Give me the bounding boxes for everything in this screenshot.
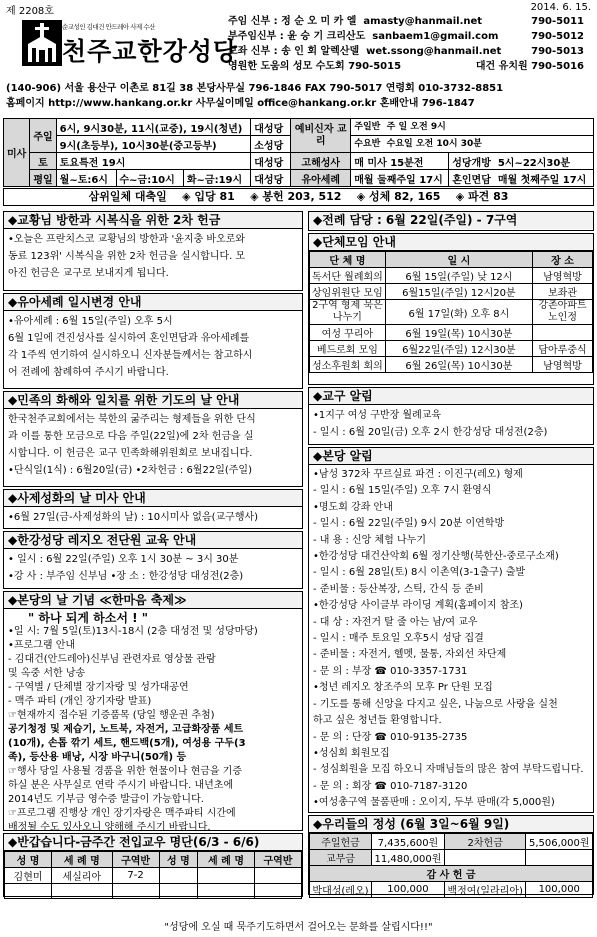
infant-baptism-time: 매월 둘째주일 17시 [351, 170, 449, 187]
table-cell: 성소후원회 회의 [310, 357, 386, 373]
notice-line: - 대 상 : 자전거 탈 줄 아는 남/여 교우 [313, 616, 478, 628]
notice-line: •유아세례 : 6월 15일(주일) 오후 5시 [8, 316, 173, 327]
notice-title: ◆우리들의 정성 (6월 3일~6월 9일) [309, 816, 593, 833]
left-column [3, 211, 303, 897]
table-cell: 박대성(레오) [310, 882, 372, 898]
notice-title: ◆반갑습니다-금주간 전입교우 명단(6/3 - 6/6) [4, 834, 302, 851]
notice-priest-day [3, 489, 303, 529]
sisters-row [228, 59, 590, 74]
table-cell: 6월 26일(목) 10시30분 [385, 357, 532, 373]
notice-line: - 일시 : 6월 20일(금) 오후 2시 한강성당 대성전(2층) [313, 427, 548, 438]
table-cell: 강촌아파트 노인정 [533, 300, 593, 325]
table-cell: 김현미 [5, 868, 52, 884]
notice-body [4, 229, 302, 284]
mass-row-label: 토 [30, 153, 56, 170]
issue-number: 제 2208호 [6, 6, 54, 17]
notice-title: ◆교구 알림 [309, 388, 593, 405]
table-cell: 독서단 월례회의 [310, 268, 386, 284]
staff-phone: 790-5013 [531, 46, 584, 57]
notice-line: - 문 의 : 회장 ☎ 010-7187-3120 [313, 780, 468, 792]
notice-reconciliation [3, 391, 303, 487]
catechumen-class [351, 136, 594, 153]
notice-body [309, 465, 593, 814]
staff-email: amasty@hanmail.net [363, 16, 483, 27]
issue-date: 2014. 6. 15. [530, 2, 591, 13]
notice-line: •오늘은 프란치스코 교황님의 방한과 '윤지충 바오로와 [8, 234, 246, 245]
mass-place: 소성당 [251, 136, 291, 153]
mass-side-label: 미사 [4, 119, 30, 187]
notice-title: ◆유아세례 일시변경 안내 [4, 294, 302, 311]
table-header: 단 체 명 [310, 252, 386, 268]
address-block [6, 81, 592, 111]
notice-title: ◆전례 담당 : 6월 22일(주일) - 7구역 [309, 212, 593, 229]
notice-body [4, 549, 302, 587]
table-cell [198, 868, 255, 884]
staff-row [228, 29, 590, 44]
marriage-time: 매월 첫째주일 17시 [497, 174, 587, 186]
notice-line: 6월 1일에 견진성사를 실시하여 혼인면담과 유아세례를 [8, 333, 250, 344]
table-cell: 주일헌금 [310, 834, 372, 850]
table-header: 구역반 [112, 852, 159, 868]
table-row [310, 341, 593, 357]
kindergarten-info: 대건 유치원 790-5016 [475, 61, 584, 72]
parish-notice [308, 447, 594, 813]
table-cell: 6월22일(주일) 12시30분 [385, 341, 532, 357]
table-row [310, 268, 593, 284]
church-logo-icon [22, 18, 62, 68]
feast-name: 삼위일체 대축일 [88, 190, 167, 203]
table-cell [526, 850, 593, 866]
notice-line: 과 이를 통한 모금으로 다음 주일(22일)에 2차 헌금을 실 [8, 431, 254, 442]
notice-line: - 성심회원을 모집 하오니 자매님들의 많은 참여 부탁드립니다. [313, 764, 584, 776]
notice-line: 배정될 수도 있사오니 양해해 주시기 바랍니다. [8, 822, 211, 833]
notice-title: ◆단체모임 안내 [309, 234, 593, 251]
table-cell: 7-2 [112, 868, 159, 884]
table-row [310, 284, 593, 300]
footer-slogan: "성당에 오실 때 묵주기도하면서 걸어오는 문화를 살립시다!!" [164, 922, 433, 933]
staff-email: wet.ssong@hanmail.net [366, 46, 502, 57]
stat-item: ◈ 성체 82, 165 [356, 190, 441, 203]
notice-line: •여성총구역 물품판매 : 오이지, 두부 판매(각 5,000원) [313, 797, 555, 809]
table-row [5, 868, 302, 884]
notice-line: ☞행사 당일 사용될 경품을 위한 현물이나 현금을 기증 [8, 766, 243, 777]
address-line: (140-906) 서울 용산구 이촌로 81길 38 본당사무실 796-1846 FAX 790-5017 연령회 010-3732-8851 [6, 83, 504, 94]
notice-line: - 맥주 파티 (개인 장기자랑 발표) [8, 696, 152, 707]
table-cell: 백정여(일라리아) [444, 882, 526, 898]
staff-row [228, 44, 590, 59]
notice-body [309, 405, 593, 443]
notice-line: - 문 의 : 부장 ☎ 010-3357-1731 [313, 665, 468, 677]
notice-line: - 준비물 : 자전거, 헬멧, 물통, 자외선 차단제 [313, 649, 507, 661]
notice-line: 각 1주씩 연기하여 실시하오니 신자분들께서는 참고하시 [8, 350, 253, 361]
table-cell: 보좌관 [533, 284, 593, 300]
table-cell: 여성 꾸리아 [310, 325, 386, 341]
table-cell: 6월15일(주일) 12시20분 [385, 284, 532, 300]
table-cell: 11,480,000원 [371, 850, 444, 866]
notice-line: •강 사 : 부주임 신부님 •장 소 : 한강성당 대성전(2층) [8, 571, 244, 582]
table-cell [533, 325, 593, 341]
staff-phone: 790-5012 [531, 31, 584, 42]
table-cell: 2구역 형제 묵은나누기 [310, 300, 386, 325]
church-open-label: 성당개방 [452, 157, 491, 169]
group-meetings-box [308, 233, 594, 385]
table-header: 세 례 명 [198, 852, 255, 868]
table-cell: 7,435,600원 [371, 834, 444, 850]
notice-parish-festival [3, 591, 303, 831]
marriage-interview [449, 170, 594, 187]
notice-line: 동료 123위' 시복식을 위한 2차 헌금을 실시합니다. 모 [8, 251, 246, 262]
notice-title: ◆민족의 화해와 일치를 위한 기도의 날 안내 [4, 392, 302, 409]
table-header: 성 명 [159, 852, 198, 868]
notice-line: 2014년도 기부금 영수증 발급이 가능합니다. [8, 794, 204, 805]
notice-title: ◆교황님 방한과 시복식을 위한 2차 헌금 [4, 212, 302, 229]
confession-label: 고해성사 [291, 153, 351, 170]
table-row [310, 850, 593, 866]
notice-line: •1지구 여성 구반장 월례교육 [313, 410, 442, 421]
table-header: 장 소 [533, 252, 593, 268]
notice-line: •한강성당 사이클부 라이딩 계획(홈페이지 참조) [313, 600, 523, 612]
notice-body [4, 507, 302, 528]
diocese-notice [308, 387, 594, 445]
newcomers-box [3, 833, 303, 897]
table-cell: 세실리아 [52, 868, 112, 884]
class-day: 수요반 [354, 138, 381, 149]
class-day: 주일반 [354, 121, 381, 132]
notice-body [4, 311, 302, 383]
catechumen-class [351, 119, 594, 136]
notice-line: 하고 싶은 청년들 환영합니다. [313, 715, 442, 727]
table-header: 세 례 명 [52, 852, 112, 868]
liturgy-duty [308, 211, 594, 231]
stat-item: ◈ 봉헌 203, 512 [250, 190, 342, 203]
class-time: 수요일 오전 10시 30분 [386, 138, 482, 149]
table-row [310, 834, 593, 850]
notice-papal-visit [3, 211, 303, 291]
newcomers-table [4, 851, 302, 899]
offering-table [309, 833, 593, 898]
marriage-label: 혼인면담 [452, 174, 491, 186]
table-header: 일 시 [385, 252, 532, 268]
confession-time [351, 153, 449, 170]
table-cell: 담아루중식 [533, 341, 593, 357]
table-cell: 남영혁방 [533, 268, 593, 284]
notice-line: - 기도를 통해 신앙을 다지고 싶은, 나눔으로 사랑을 실천 [313, 698, 558, 710]
notice-line: •한강성당 대건산악회 6월 정기산행(북한산-중로구소재) [313, 551, 559, 563]
notice-title: ◆한강성당 레지오 전단원 교육 안내 [4, 532, 302, 549]
notice-line: •청년 레지오 창조주의 모후 Pr 단원 모집 [313, 682, 493, 694]
weekday-mass: 월~토:6시 [56, 170, 116, 187]
table-header: 성 명 [5, 852, 52, 868]
notice-line: •남성 372차 꾸르실료 파견 : 이진구(레오) 형제 [313, 469, 523, 480]
weekday-mass: 수~금:10시 [116, 170, 183, 187]
mass-times: 9시(초등부), 10시30분(중고등부) [56, 136, 251, 153]
mass-schedule-table [3, 118, 594, 187]
offering-box [308, 815, 594, 895]
table-cell: 6월 15일(주일) 낮 12시 [385, 268, 532, 284]
church-name: 천주교한강성당 [62, 37, 239, 66]
mass-row-label: 주일 [30, 119, 56, 153]
mass-times: 6시, 9시30분, 11시(교중), 19시(청년) [56, 119, 251, 136]
mass-place: 대성당 [251, 153, 291, 170]
notice-title: ◆본당 알림 [309, 448, 593, 465]
table-cell: 남영혁방 [533, 357, 593, 373]
table-cell: 2차헌금 [444, 834, 526, 850]
table-row [310, 357, 593, 373]
table-row [310, 882, 593, 898]
notice-line: - 일시 : 6월 22일(주일) 9시 20분 이연학방 [313, 518, 505, 530]
staff-row [228, 14, 590, 29]
notice-line: 어 전례에 참례하여 주시기 바랍니다. [8, 367, 169, 378]
notice-line: •프로그램 안내 [8, 640, 76, 651]
church-open [449, 153, 594, 170]
weekday-mass: 화~금:19시 [183, 170, 250, 187]
web-line: 홈페이지 http://www.hankang.or.kr 사무실이메일 office@hankang.or.kr 혼배안내 796-1847 [6, 98, 475, 109]
notice-line: •단식일(1식) : 6월20일(금) •2차헌금 : 6월22일(주일) [8, 465, 252, 476]
notice-line: 하실 분은 사무실로 연락 주시기 바랍니다. 내년초에 [8, 780, 234, 791]
staff-role: 주임 신부 : 정 순 오 미 카 엘 [228, 16, 357, 27]
notice-line: 아진 헌금은 교구로 보내지게 됩니다. [8, 268, 169, 279]
prize-line: 공기청정 및 제습기, 노트북, 자전거, 고급화장품 세트 [8, 724, 244, 735]
staff-role: 보좌 신부 : 송 인 회 알렉산델 [228, 46, 360, 57]
stat-item: ◈ 입당 81 [182, 190, 235, 203]
stat-item: ◈ 파견 83 [455, 190, 509, 203]
notice-baptism [3, 293, 303, 389]
bulletin-header [0, 0, 597, 118]
notice-line: - 구역별 / 단체별 장기자랑 및 성가대공연 [8, 682, 189, 693]
mass-times: 토요특전 19시 [56, 153, 251, 170]
notice-title: ◆사제성화의 날 미사 안내 [4, 490, 302, 507]
thanks-offering-label: 감 사 헌 금 [310, 866, 593, 882]
mass-place: 대성당 [251, 170, 291, 187]
group-meetings-table [309, 251, 593, 373]
mass-stats-bar [3, 188, 594, 206]
staff-role: 부주임신부 : 윤 승 기 크리산도 [228, 31, 366, 42]
notice-line: ☞현재까지 접수된 기증품목 (당일 행운권 추첨) [8, 710, 215, 721]
table-cell: 교무금 [310, 850, 372, 866]
notice-line: •일 시: 7월 5일(토)13시-18시 (2층 대성전 및 성당마당) [8, 626, 258, 637]
notice-title: ◆본당의 날 기념 ≪한마음 축제≫ [4, 592, 302, 609]
church-open-hours: 5시~22시30분 [497, 157, 570, 169]
staff-list [228, 14, 590, 74]
notice-line: •6월 27일(금-사제성화의 날) : 10시미사 없음(교구행사) [8, 512, 259, 523]
sisters-info: 영원한 도움의 성모 수도회 790-5015 [228, 61, 402, 72]
catechumen-label: 예비신자 교리 [291, 119, 351, 153]
notice-line: •명도회 강좌 안내 [313, 501, 393, 513]
table-row [310, 325, 593, 341]
prize-line: (10개), 손톱 깎기 세트, 핸드백(5개), 여성용 구두(3 [8, 738, 246, 749]
notice-line: ☞프로그램 진행상 개인 장기자랑은 맥주파티 시간에 [8, 808, 236, 819]
notice-legio [3, 531, 303, 589]
right-column [308, 211, 594, 895]
notice-line: 시합니다. 이 헌금은 교구 민족화해위원회로 보내집니다. [8, 448, 253, 459]
table-cell: 상임위원단 모임 [310, 284, 386, 300]
table-cell [254, 868, 301, 884]
notice-line: - 일시 : 매주 토요일 오후5시 성당 집결 [313, 633, 484, 645]
table-cell: 100,000 [526, 882, 593, 898]
church-subtitle: 순교성인 김대건 안드레아 사제 수산 [62, 23, 155, 31]
notice-line: 한국천주교회에서는 북한의 굶주리는 형제들을 위한 단식 [8, 414, 256, 425]
notice-line: - 내 용 : 신앙 체험 나누기 [313, 534, 426, 546]
notice-line: • 일시 : 6월 22일(주일) 오후 1시 30분 ~ 3시 30분 [8, 554, 239, 565]
table-cell: 5,506,000원 [526, 834, 593, 850]
infant-baptism-label: 유아세례 [291, 170, 351, 187]
table-cell: 베드로회 모임 [310, 341, 386, 357]
confession-info: 매 미사 15분전 [354, 157, 424, 169]
notice-line: 및 옥중 서한 낭송 [8, 668, 86, 679]
table-cell: 100,000 [371, 882, 444, 898]
festival-slogan: " 하나 되게 하소서 ! " [28, 611, 149, 625]
notice-line: - 문 의 : 단장 ☎ 010-9135-2735 [313, 731, 468, 743]
table-cell [159, 868, 198, 884]
table-header: 구역반 [254, 852, 301, 868]
staff-email: sanbaem1@gmail.com [372, 31, 499, 42]
table-cell: 6월 19일(목) 10시30분 [385, 325, 532, 341]
notice-body [4, 409, 302, 481]
class-time: 주 일 오전 9시 [386, 121, 446, 132]
notice-line: •성심회 회원모집 [313, 747, 390, 759]
notice-line: - 일시 : 6월 28일(토) 8시 이촌역(3-1출구) 출발 [313, 567, 526, 579]
notice-line: - 일시 : 6월 15일(주일) 오후 7시 환영식 [313, 485, 492, 497]
notice-line: - 준비물 : 등산복장, 스틱, 간식 등 준비 [313, 583, 484, 595]
mass-row-label: 평일 [30, 170, 56, 187]
staff-phone: 790-5011 [531, 16, 584, 27]
prize-line: 족), 등산용 배낭, 시장 바구니(50개) 등 [8, 752, 187, 763]
notice-body [4, 609, 302, 837]
notice-line: - 김대건(안드레아)신부님 관련자료 영상물 관람 [8, 654, 216, 665]
table-row [310, 300, 593, 325]
table-cell [444, 850, 526, 866]
table-cell: 6월 17일(화) 오후 8시 [385, 300, 532, 325]
mass-place: 대성당 [251, 119, 291, 136]
